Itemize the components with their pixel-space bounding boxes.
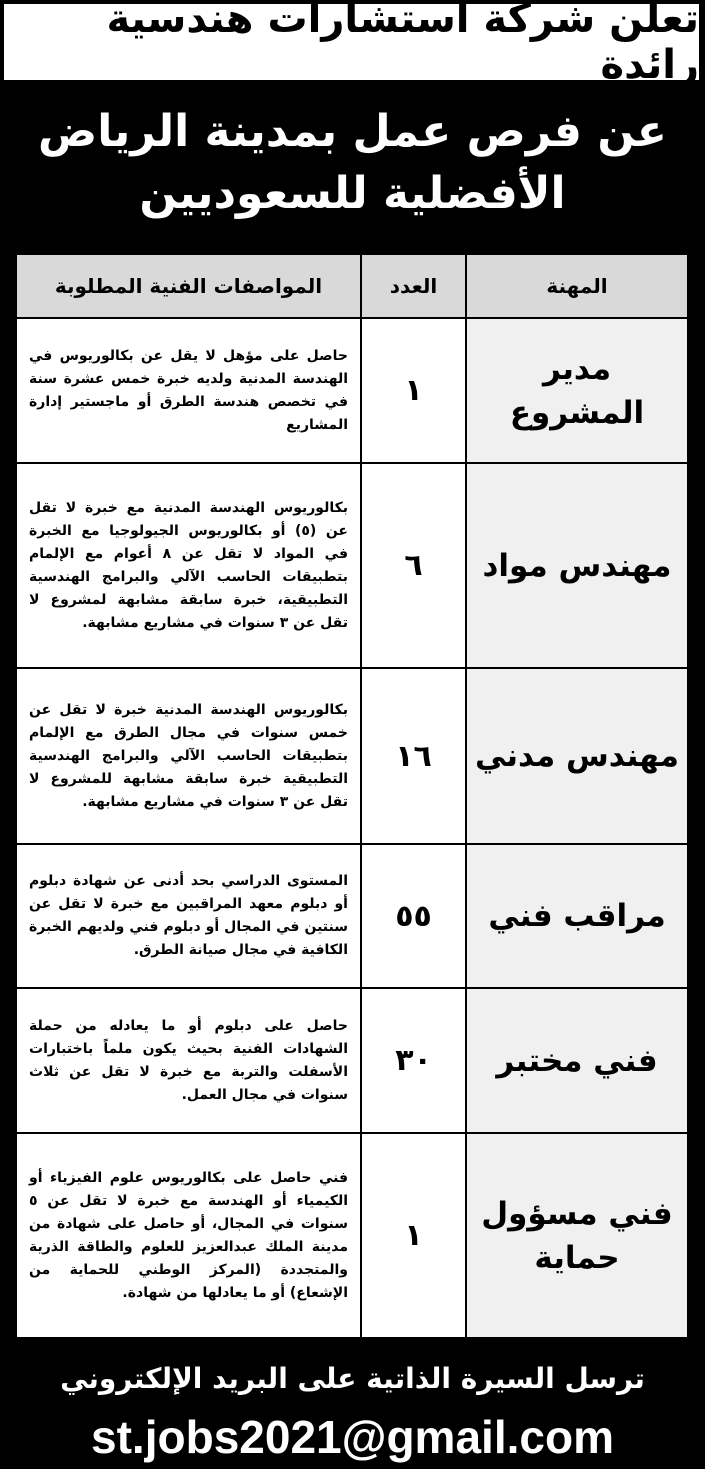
job-spec: فني حاصل على بكالوريوس علوم الفيزياء أو الكيمياء أو الهندسة مع خبرة لا تقل عن ٥ سنوات في المجال، أو حاصل على شهادة من مدينة الملك عبدالعزيز للعلوم والطاقة الذرية والمتجددة (المركز الوطني للحماية من الإشعاع) أو ما يعادلها من شهادة. <box>16 1133 361 1338</box>
table-row <box>16 463 688 668</box>
job-spec: حاصل على دبلوم أو ما يعادله من حملة الشهادات الفنية بحيث يكون ملماً باختبارات الأسفلت والتربة مع خبرة لا تقل عن ثلاث سنوات في مجال العمل. <box>16 988 361 1133</box>
job-count: ٥٥ <box>361 844 466 988</box>
announcement-text: تعلن شركة استشارات هندسية رائدة <box>106 0 699 88</box>
job-count: ١٦ <box>361 668 466 844</box>
jobs-table <box>12 250 692 1338</box>
job-title: مهندس مواد <box>466 463 688 668</box>
job-title: فني مختبر <box>466 988 688 1133</box>
headline-line-1: عن فرص عمل بمدينة الرياض <box>38 106 667 157</box>
header-job: المهنة <box>466 254 688 318</box>
job-title: مهندس مدني <box>466 668 688 844</box>
table-row <box>16 1133 688 1338</box>
job-spec: المستوى الدراسي بحد أدنى عن شهادة دبلوم أو دبلوم معهد المراقبين مع خبرة لا تقل عن سنتين في المجال أو دبلوم فني ولديهم الخبرة الكافية في مجال صيانة الطرق. <box>16 844 361 988</box>
table-row <box>16 668 688 844</box>
header-count: العدد <box>361 254 466 318</box>
headline <box>0 88 705 238</box>
job-spec: بكالوريوس الهندسة المدنية مع خبرة لا تقل عن (٥) أو بكالوريوس الجيولوجيا مع الخبرة في المواد لا تقل عن ٨ أعوام مع الإلمام بتطبيقات الحاسب الآلي والبرامج الهندسية التطبيقية، خبرة سابقة مشابهة لمشروع لا تقل عن ٣ سنوات في مشاريع مشابهة. <box>16 463 361 668</box>
job-title: مدير المشروع <box>466 318 688 463</box>
job-count: ١ <box>361 1133 466 1338</box>
job-title: مراقب فني <box>466 844 688 988</box>
job-count: ١ <box>361 318 466 463</box>
contact-email: st.jobs2021@gmail.com <box>91 1411 614 1463</box>
job-title: فني مسؤول حماية <box>466 1133 688 1338</box>
job-spec: حاصل على مؤهل لا يقل عن بكالوريوس في الهندسة المدنية ولديه خبرة خمس عشرة سنة في تخصص هندسة الطرق أو ماجستير إدارة المشاريع <box>16 318 361 463</box>
announcement-banner <box>4 0 699 88</box>
table-row <box>16 988 688 1133</box>
headline-line-2: الأفضلية للسعوديين <box>139 168 566 219</box>
job-count: ٦ <box>361 463 466 668</box>
table-row <box>16 844 688 988</box>
table-header-row <box>16 254 688 318</box>
table-row <box>16 318 688 463</box>
job-spec: بكالوريوس الهندسة المدنية خبرة لا تقل عن خمس سنوات في مجال الطرق مع الإلمام بتطبيقات الحاسب الآلي والبرامج الهندسية التطبيقية خبرة سابقة مشابهة للمشروع لا تقل عن ٣ سنوات في مشاريع مشابهة. <box>16 668 361 844</box>
send-cv-instruction: ترسل السيرة الذاتية على البريد الإلكتروني <box>60 1362 645 1395</box>
header-spec: المواصفات الفنية المطلوبة <box>16 254 361 318</box>
job-count: ٣٠ <box>361 988 466 1133</box>
